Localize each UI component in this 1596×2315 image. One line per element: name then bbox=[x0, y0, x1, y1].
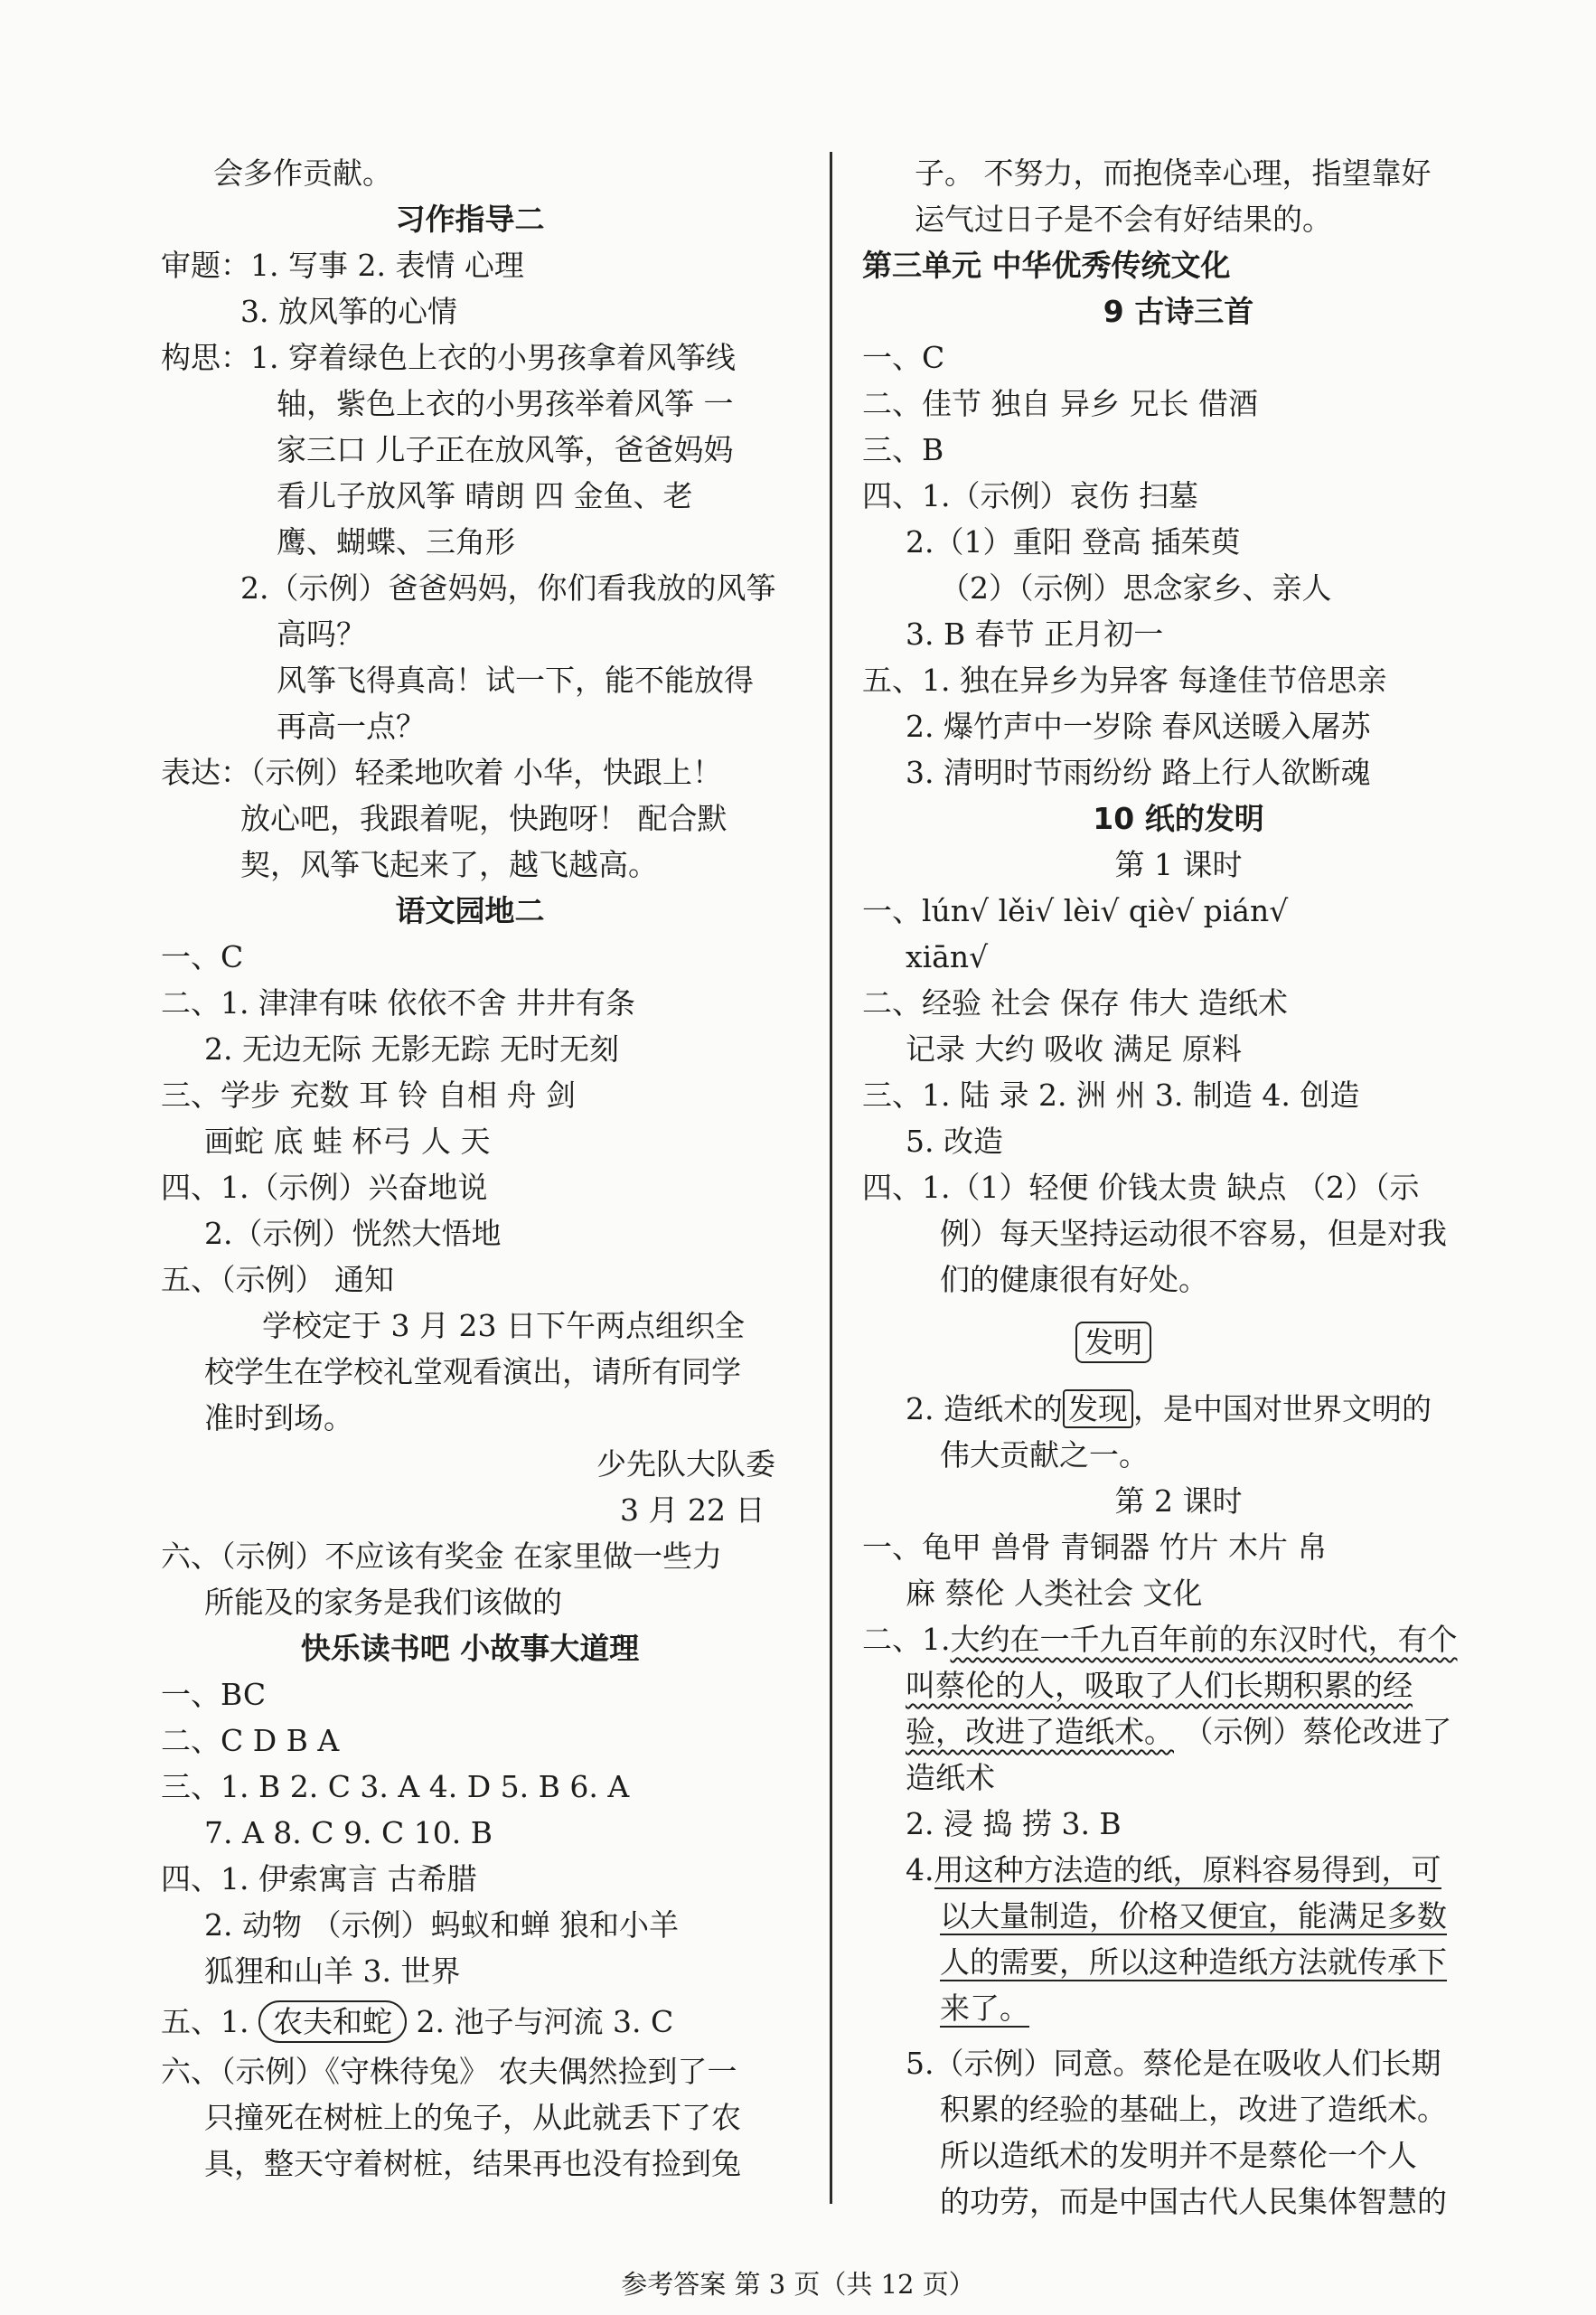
text-line: xiān√ bbox=[906, 939, 989, 974]
underlined-answer: 验，改进了造纸术。 bbox=[906, 1714, 1174, 1749]
text-line: 积累的经验的基础上，改进了造纸术。 bbox=[940, 2092, 1447, 2127]
item-number: 五、1. bbox=[161, 2004, 249, 2039]
item-text: 2. 池子与河流 3. C bbox=[416, 2004, 674, 2039]
section-heading: 习作指导二 bbox=[395, 202, 545, 237]
text-line bbox=[940, 1941, 1447, 1984]
text-line: 5.（示例）同意。蔡伦是在吸收人们长期 bbox=[906, 2046, 1441, 2081]
text-line: 学校定于 3 月 23 日下午两点组织全 bbox=[262, 1308, 745, 1343]
text-line: 画蛇 底 蛙 杯弓 人 天 bbox=[204, 1124, 491, 1159]
period-heading: 第 2 课时 bbox=[1114, 1483, 1243, 1519]
text-line: 5. 改造 bbox=[906, 1124, 1003, 1159]
boxed-word: 发现 bbox=[1063, 1389, 1133, 1428]
underlined-answer: 来了。 bbox=[940, 1990, 1029, 2026]
text-line bbox=[940, 1987, 1029, 2030]
text-line: 五、1. 独在异乡为异客 每逢佳节倍思亲 bbox=[862, 663, 1387, 698]
text-line: 2. 无边无际 无影无踪 无时无刻 bbox=[204, 1031, 619, 1067]
text-line: 看儿子放风筝 晴朗 四 金鱼、老 bbox=[277, 478, 693, 513]
item-text: （示例）蔡伦改进了 bbox=[1183, 1714, 1452, 1749]
text-line: 3. B 春节 正月初一 bbox=[906, 616, 1164, 652]
text-line bbox=[161, 2000, 673, 2044]
text-line: 五、（示例） 通知 bbox=[161, 1262, 394, 1297]
text-line bbox=[906, 1664, 1413, 1708]
text-line bbox=[906, 1710, 1452, 1754]
page-footer: 参考答案 第 3 页（共 12 页） bbox=[621, 2269, 975, 2300]
underlined-answer: 人的需要，所以这种造纸方法就传承下 bbox=[940, 1944, 1447, 1980]
text-line: 高吗？ bbox=[277, 616, 366, 652]
text-line: 六、（示例）《守株待兔》 农夫偶然捡到了一 bbox=[161, 2054, 737, 2089]
text-line: 麻 蔡伦 人类社会 文化 bbox=[906, 1576, 1203, 1611]
text-line: 一、龟甲 兽骨 青铜器 竹片 木片 帛 bbox=[862, 1529, 1328, 1565]
text-line: 7. A 8. C 9. C 10. B bbox=[204, 1815, 493, 1850]
text-line: 契，风筝飞起来了，越飞越高。 bbox=[240, 847, 658, 882]
text-line: 四、1.（示例）兴奋地说 bbox=[161, 1170, 488, 1205]
text-line: 风筝飞得真高！试一下，能不能放得 bbox=[277, 663, 754, 698]
underlined-answer: 叫蔡伦的人，吸取了人们长期积累的经 bbox=[906, 1668, 1413, 1703]
text-line: 家三口 儿子正在放风筝，爸爸妈妈 bbox=[277, 432, 734, 467]
text-line: 轴，紫色上衣的小男孩举着风筝 一 bbox=[277, 386, 734, 421]
text-line: 子。 不努力，而抱侥幸心理，指望靠好 bbox=[915, 155, 1432, 191]
text-line: 2.（示例）爸爸妈妈，你们看我放的风筝 bbox=[240, 570, 776, 606]
text-line bbox=[862, 1618, 1458, 1661]
text-line: 2.（示例）恍然大悟地 bbox=[204, 1216, 502, 1251]
section-heading: 快乐读书吧 小故事大道理 bbox=[300, 1631, 640, 1666]
text-line: 例）每天坚持运动很不容易，但是对我 bbox=[940, 1216, 1447, 1251]
text-line: 3. 放风筝的心情 bbox=[240, 294, 457, 329]
text-line: 二、经验 社会 保存 伟大 造纸术 bbox=[862, 985, 1288, 1021]
text-line: 六、（示例）不应该有奖金 在家里做一些力 bbox=[161, 1539, 722, 1574]
circled-answer: 农夫和蛇 bbox=[258, 2000, 407, 2043]
text-line: 四、1. 伊索寓言 古希腊 bbox=[161, 1861, 477, 1896]
text-line: 三、1. B 2. C 3. A 4. D 5. B 6. A bbox=[161, 1769, 630, 1804]
text-line: 构思：1. 穿着绿色上衣的小男孩拿着风筝线 bbox=[161, 340, 736, 375]
underlined-answer: 用这种方法造的纸，原料容易得到，可 bbox=[934, 1852, 1441, 1887]
item-number: 二、1. bbox=[862, 1622, 951, 1657]
text-line: 四、1.（1）轻便 价钱太贵 缺点 （2）（示 bbox=[862, 1170, 1420, 1205]
text-line: 审题：1. 写事 2. 表情 心理 bbox=[161, 248, 524, 283]
text-line: 一、BC bbox=[161, 1677, 267, 1712]
text-line: 一、lún√ lěi√ lèi√ qiè√ pián√ bbox=[862, 893, 1289, 928]
text-line: 运气过日子是不会有好结果的。 bbox=[915, 202, 1332, 237]
text-line: 2. 动物 （示例）蚂蚁和蝉 狼和小羊 bbox=[204, 1907, 679, 1943]
text-line: 放心吧，我跟着呢，快跑呀！ 配合默 bbox=[240, 801, 728, 836]
text-line: 三、1. 陆 录 2. 洲 州 3. 制造 4. 创造 bbox=[862, 1078, 1360, 1113]
text-line: 三、学步 充数 耳 铃 自相 舟 剑 bbox=[161, 1078, 576, 1113]
text-line: 的功劳，而是中国古代人民集体智慧的 bbox=[940, 2184, 1447, 2219]
text-line: 准时到场。 bbox=[204, 1400, 353, 1435]
text-line: 校学生在学校礼堂观看演出，请所有同学 bbox=[204, 1354, 741, 1389]
text-line: 二、佳节 独自 异乡 兄长 借酒 bbox=[862, 386, 1258, 421]
item-text: ，是中国对世界文明的 bbox=[1132, 1391, 1432, 1426]
text-line: 所以造纸术的发明并不是蔡伦一个人 bbox=[940, 2138, 1417, 2173]
text-line: 再高一点？ bbox=[277, 709, 426, 744]
text-line: 2. 爆竹声中一岁除 春风送暖入屠苏 bbox=[906, 709, 1371, 744]
text-line: 四、1.（示例）哀伤 扫墓 bbox=[862, 478, 1198, 513]
text-line: 二、1. 津津有味 依依不舍 井井有条 bbox=[161, 985, 635, 1021]
text-line: 表达：（示例）轻柔地吹着 小华，快跟上！ bbox=[161, 755, 722, 790]
date-line: 3 月 22 日 bbox=[620, 1492, 765, 1528]
lesson-heading: 10 纸的发明 bbox=[1093, 801, 1264, 836]
text-line: 三、B bbox=[862, 432, 944, 467]
column-divider bbox=[830, 152, 832, 2204]
correction-word-box: 发明 bbox=[1075, 1322, 1151, 1363]
text-line: 具，整天守着树桩，结果再也没有捡到兔 bbox=[204, 2146, 741, 2181]
text-line: 会多作贡献。 bbox=[213, 155, 392, 191]
text-line: 所能及的家务是我们该做的 bbox=[204, 1585, 562, 1620]
text-line: 狐狸和山羊 3. 世界 bbox=[204, 1953, 461, 1989]
text-line: 伟大贡献之一。 bbox=[940, 1437, 1149, 1473]
text-line: 造纸术 bbox=[906, 1760, 995, 1795]
underlined-answer: 大约在一千九百年前的东汉时代，有个 bbox=[950, 1622, 1458, 1657]
text-line: 一、C bbox=[862, 340, 945, 375]
text-line: 一、C bbox=[161, 939, 244, 974]
text-line: 3. 清明时节雨纷纷 路上行人欲断魂 bbox=[906, 755, 1371, 790]
signature-line: 少先队大队委 bbox=[596, 1446, 775, 1482]
text-line: 们的健康很有好处。 bbox=[940, 1262, 1208, 1297]
text-line bbox=[906, 1849, 1441, 1892]
unit-heading: 第三单元 中华优秀传统文化 bbox=[862, 248, 1231, 283]
text-line bbox=[940, 1895, 1447, 1938]
text-line: 2. 浸 捣 捞 3. B bbox=[906, 1806, 1122, 1841]
text-line: 鹰、蝴蝶、三角形 bbox=[277, 524, 515, 560]
item-text: 2. 造纸术的 bbox=[906, 1391, 1063, 1426]
item-number: 4. bbox=[906, 1852, 934, 1887]
text-line: （2）（示例）思念家乡、亲人 bbox=[940, 570, 1332, 606]
text-line bbox=[906, 1388, 1432, 1431]
underlined-answer: 以大量制造，价格又便宜，能满足多数 bbox=[940, 1898, 1447, 1934]
section-heading: 语文园地二 bbox=[395, 893, 545, 928]
period-heading: 第 1 课时 bbox=[1114, 847, 1243, 882]
text-line: 只撞死在树桩上的兔子，从此就丢下了农 bbox=[204, 2100, 741, 2135]
text-line: 记录 大约 吸收 满足 原料 bbox=[906, 1031, 1242, 1067]
text-line: 2.（1）重阳 登高 插茱萸 bbox=[906, 524, 1241, 560]
lesson-heading: 9 古诗三首 bbox=[1103, 294, 1254, 329]
text-line: 二、C D B A bbox=[161, 1723, 340, 1758]
